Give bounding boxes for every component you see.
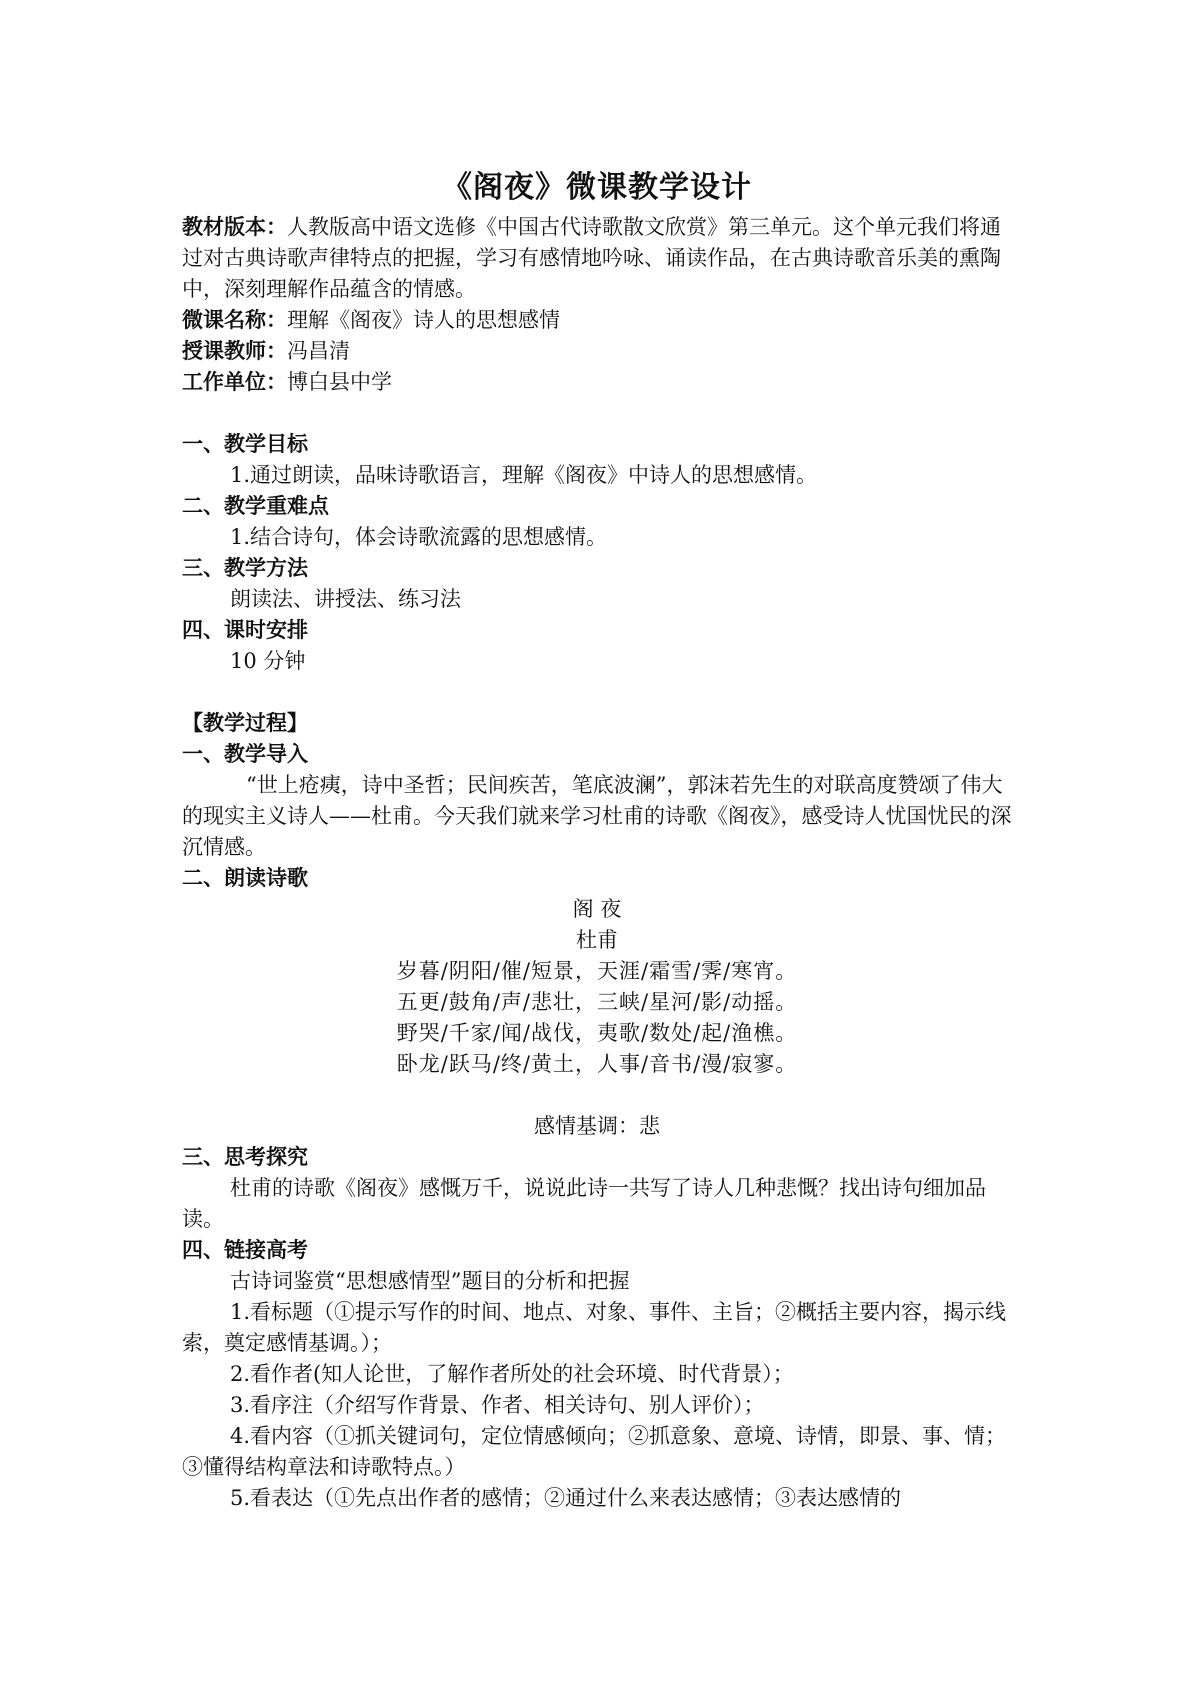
unit-line <box>182 367 1012 398</box>
process-heading-exam-link: 四、链接高考 <box>182 1238 308 1262</box>
poem-line: 野哭/千家/闻/战伐，夷歌/数处/起/渔樵。 <box>396 1021 798 1045</box>
objectives-text: 1.通过朗读，品味诗歌语言，理解《阁夜》中诗人的思想感情。 <box>230 463 818 487</box>
textbook-paragraph <box>182 212 1012 305</box>
exam-link-item: 3.看序注（介绍写作背景、作者、相关诗句、别人评价）； <box>230 1393 765 1417</box>
unit-value: 博白县中学 <box>287 370 392 394</box>
poem-line: 五更/鼓角/声/悲壮，三峡/星河/影/动摇。 <box>396 990 798 1014</box>
poem-line: 卧龙/跃马/终/黄土，人事/音书/漫/寂寥。 <box>396 1052 798 1076</box>
methods-text: 朗读法、讲授法、练习法 <box>230 587 461 611</box>
course-label: 微课名称： <box>182 308 287 332</box>
unit-label: 工作单位： <box>182 370 287 394</box>
textbook-label: 教材版本： <box>182 215 287 239</box>
section-heading-methods: 三、教学方法 <box>182 556 308 580</box>
teacher-value: 冯昌清 <box>287 339 350 363</box>
keypoints-text: 1.结合诗句，体会诗歌流露的思想感情。 <box>230 525 608 549</box>
process-heading-reading: 二、朗读诗歌 <box>182 866 308 890</box>
section-heading-schedule: 四、课时安排 <box>182 618 308 642</box>
intro-text: “世上疮痍，诗中圣哲；民间疾苦，笔底波澜”，郭沫若先生的对联高度赞颂了伟大的现实主义诗人——杜甫。今天我们就来学习杜甫的诗歌《阁夜》，感受诗人忧国忧民的深沉情感。 <box>182 773 1012 859</box>
poem-line: 岁暮/阴阳/催/短景，天涯/霜雪/霁/寒宵。 <box>396 959 798 983</box>
schedule-text: 10 分钟 <box>230 649 306 673</box>
textbook-value: 人教版高中语文选修《中国古代诗歌散文欣赏》第三单元。这个单元我们将通过对古典诗歌声律特点的把握，学习有感情地吟咏、诵读作品，在古典诗歌音乐美的熏陶中，深刻理解作品蕴含的情感。 <box>182 215 1001 301</box>
process-heading: 【教学过程】 <box>182 711 308 735</box>
spacer <box>182 398 1012 429</box>
poem-author: 杜甫 <box>576 928 618 952</box>
exam-link-intro: 古诗词鉴赏“思想感情型”题目的分析和把握 <box>230 1269 630 1293</box>
poem-title: 阁 夜 <box>572 897 622 921</box>
teacher-label: 授课教师： <box>182 339 287 363</box>
teacher-line <box>182 336 1012 367</box>
section-heading-objectives: 一、教学目标 <box>182 432 308 456</box>
course-value: 理解《阁夜》诗人的思想感情 <box>287 308 560 332</box>
process-heading-inquiry: 三、思考探究 <box>182 1145 308 1169</box>
course-name-line <box>182 305 1012 336</box>
emotional-tone: 感情基调：悲 <box>534 1114 660 1138</box>
spacer <box>182 1080 1012 1111</box>
exam-link-item: 2.看作者(知人论世，了解作者所处的社会环境、时代背景）； <box>230 1362 794 1386</box>
inquiry-text: 杜甫的诗歌《阁夜》感慨万千，说说此诗一共写了诗人几种悲慨？找出诗句细加品读。 <box>182 1176 986 1231</box>
page-title: 《阁夜》微课教学设计 <box>442 170 752 205</box>
process-heading-intro: 一、教学导入 <box>182 742 308 766</box>
exam-link-item: 5.看表达（①先点出作者的感情；②通过什么来表达感情；③表达感情的 <box>230 1486 902 1510</box>
exam-link-item: 1.看标题（①提示写作的时间、地点、对象、事件、主旨；②概括主要内容，揭示线索，奠定感情基调。）； <box>182 1300 1007 1355</box>
document-body <box>182 168 1012 1514</box>
section-heading-keypoints: 二、教学重难点 <box>182 494 329 518</box>
exam-link-item: 4.看内容（①抓关键词句，定位情感倾向；②抓意象、意境、诗情，即景、事、情；③懂得结构章法和诗歌特点。） <box>182 1424 1007 1479</box>
spacer <box>182 677 1012 708</box>
